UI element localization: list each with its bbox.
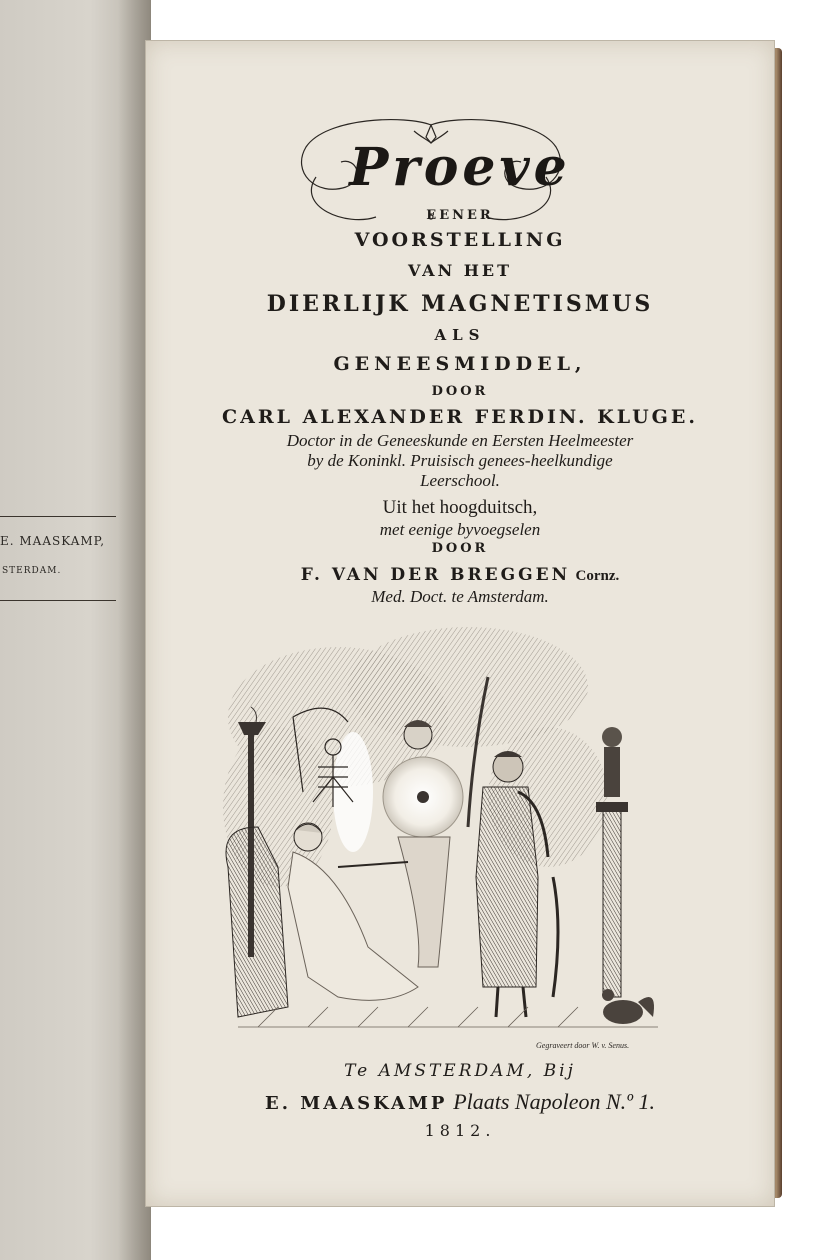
author-description-line: Leerschool. [420,471,500,490]
translator-name: F. VAN DER BREGGEN [300,565,571,585]
engraver-credit: Gegraveert door W. v. Senus. [536,1041,630,1050]
imprint-place: Te AMSTERDAM, Bij [344,1061,576,1081]
main-title: DIERLIJK MAGNETISMUS [266,291,654,317]
decorative-title: Proeve [349,137,571,198]
rooster [602,989,654,1024]
engraved-illustration [218,627,668,1047]
left-page-offset-imprint [0,508,116,608]
checkered-floor [238,1007,658,1027]
offset-rule [0,516,116,517]
offset-rule [0,600,116,601]
line-door: DOOR [431,384,489,399]
translation-note: Uit het hoogduitsch, [382,497,538,518]
line-eener: EENER [426,208,494,223]
translator-suffix: Cornz. [575,568,620,584]
author-description-line: by de Koninkl. Pruisisch genees-heelkundige [307,451,613,470]
imprint-publisher-line [146,1089,774,1115]
publication-year: 1812. [424,1121,496,1140]
publisher-address: Plaats Napoleon N.º 1. [453,1089,655,1114]
translator-description: Med. Doct. te Amsterdam. [371,587,549,606]
additions-note: met eenige byvoegselen [379,520,541,539]
author-description-line: Doctor in de Geneeskunde en Eersten Heelmeester [286,431,634,450]
title-page [145,40,775,1207]
left-page [0,0,151,1260]
author-name: CARL ALEXANDER FERDIN. KLUGE. [222,406,698,428]
line-als: ALS [434,326,486,344]
offset-text-line: STERDAM. [2,566,62,576]
line-van-het: VAN HET [408,261,512,280]
publisher-name: E. MAASKAMP [265,1093,448,1114]
line-voorstelling: VOORSTELLING [354,229,566,251]
line-door: DOOR [431,541,489,556]
offset-text-line: E. MAASKAMP, [0,534,106,548]
translator-line [146,565,774,585]
line-geneesmiddel: GENEESMIDDEL, [333,353,587,375]
